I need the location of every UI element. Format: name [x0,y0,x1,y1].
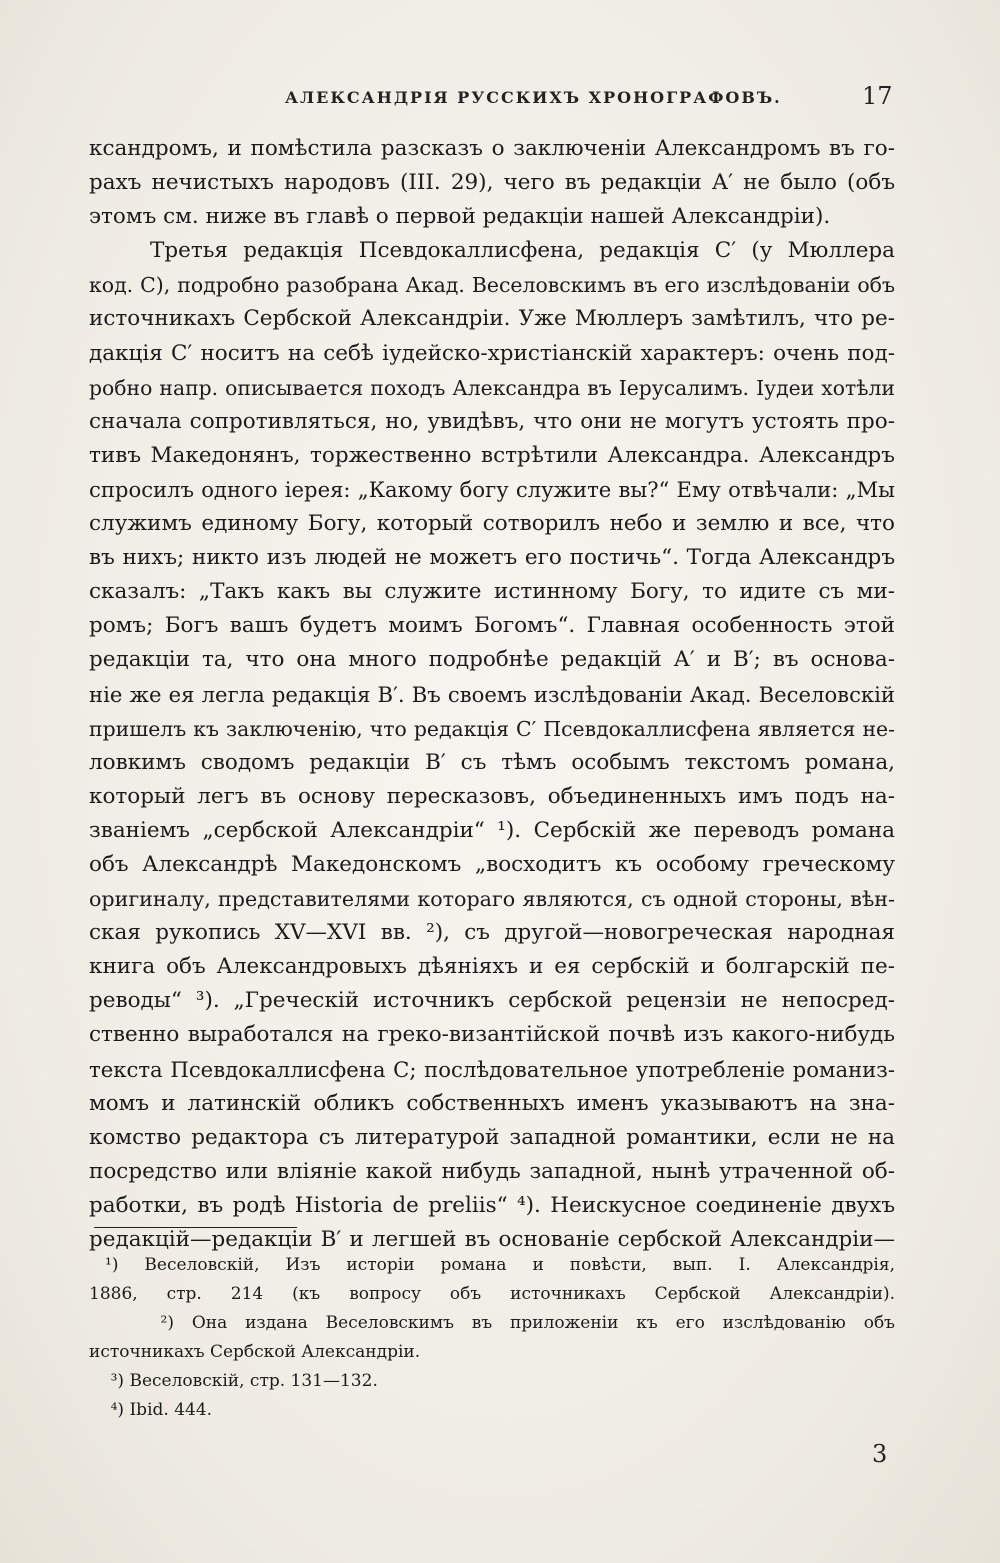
body-line: работки, въ родѣ Historia de preliis“ ⁴). Неискусное соединеніе двухъ [89,1192,895,1218]
body-line: спросилъ одного іерея: „Какому богу служите вы?“ Ему отвѣчали: „Мы [89,476,895,502]
body-line: код. С), подробно разобрана Акад. Веселовскимъ въ его изслѣдованіи объ [89,273,895,298]
body-line: ромъ; Богъ вашъ будетъ моимъ Богомъ“. Главная особенность этой [89,613,895,639]
body-line: текста Псевдокаллисфена С; послѣдовательное употребленіе романиз- [89,1056,895,1082]
body-line: который легъ въ основу пересказовъ, объединенныхъ имъ подъ на- [89,783,895,809]
footnote-line: ³) Веселовскій, стр. 131—132. [89,1371,378,1391]
body-line: ніе же ея легла редакція В′. Въ своемъ изслѣдованіи Акад. Веселовскій [89,681,895,707]
body-line: книга объ Александровыхъ дѣяніяхъ и ея сербскій и болгарскій пе- [89,954,895,980]
body-line: робно напр. описывается походъ Александра въ Іерусалимъ. Іудеи хотѣли [89,375,895,400]
body-line: комство редактора съ литературой западной романтики, если не на [89,1124,895,1150]
body-line: оригиналу, представителями котораго являются, съ одной стороны, вѣн- [89,887,895,912]
footnote-line: ²) Она издана Веселовскимъ въ приложеніи къ его изслѣдованію объ [89,1313,895,1333]
running-title: АЛЕКСАНДРІЯ РУССКИХЪ ХРОНОГРАФОВЪ. [285,88,782,107]
body-line: ственно выработался на греко-византійской почвѣ изъ какого-нибудь [89,1022,895,1048]
body-line: ксандромъ, и помѣстила разсказъ о заключеніи Александромъ въ го- [89,136,895,161]
body-line: ская рукопись XV—XVI вв. ²), съ другой—новогреческая народная [89,920,895,946]
signature-mark: 3 [872,1440,888,1468]
body-line: сказалъ: „Такъ какъ вы служите истинному Богу, то идите съ ми- [89,579,895,605]
body-line: ловкимъ сводомъ редакціи В′ съ тѣмъ особымъ текстомъ романа, [89,749,895,775]
body-line: источникахъ Сербской Александріи. Уже Мюллеръ замѣтилъ, что ре- [89,306,895,332]
footnotes [89,1251,895,1425]
body-line: рахъ нечистыхъ народовъ (III. 29), чего въ редакціи А′ не было (объ [89,170,895,196]
footnote-divider [94,1227,297,1228]
body-line: служимъ единому Богу, который сотворилъ небо и землю и все, что [89,511,895,537]
footnote-line: 1886, стр. 214 (къ вопросу объ источникахъ Сербской Александріи). [89,1284,895,1304]
body-line: объ Александрѣ Македонскомъ „восходитъ къ особому греческому [89,851,895,877]
body-text [89,132,895,1257]
body-line: редакціи та, что она много подробнѣе редакцій А′ и В′; въ основа- [89,647,895,673]
body-line: въ нихъ; никто изъ людей не можетъ его постичь“. Тогда Александръ [89,545,895,571]
body-line: редакцій—редакціи В′ и легшей въ основаніе сербской Александріи— [89,1227,895,1252]
body-line: посредство или вліяніе какой нибудь западной, нынѣ утраченной об- [89,1158,895,1184]
footnote-line: ¹) Веселовскій, Изъ исторіи романа и повѣсти, вып. I. Александрія, [105,1255,895,1275]
body-line: этомъ см. ниже въ главѣ о первой редакціи нашей Александріи). [89,204,831,230]
body-line: Третья редакція Псевдокаллисфена, редакція С′ (у Мюллера [89,238,895,264]
page-number: 17 [862,82,893,110]
body-line: сначала сопротивляться, но, увидѣвъ, что они не могутъ устоять про- [89,408,895,434]
body-line: тивъ Македонянъ, торжественно встрѣтили Александра. Александръ [89,442,895,468]
body-line: пришелъ къ заключенію, что редакція С′ Псевдокаллисфена является не- [89,716,895,741]
footnote-line: ⁴) Ibid. 444. [89,1400,213,1420]
body-line: дакція С′ носитъ на себѣ іудейско-христіанскій характеръ: очень под- [89,340,895,366]
body-line: званіемъ „сербской Александріи“ ¹). Сербскій же переводъ романа [89,817,895,843]
footnote-line: источникахъ Сербской Александріи. [89,1342,421,1362]
body-line: реводы“ ³). „Греческій источникъ сербской рецензіи не непосред- [89,988,895,1014]
body-line: момъ и латинскій обликъ собственныхъ именъ указываютъ на зна- [89,1090,895,1116]
